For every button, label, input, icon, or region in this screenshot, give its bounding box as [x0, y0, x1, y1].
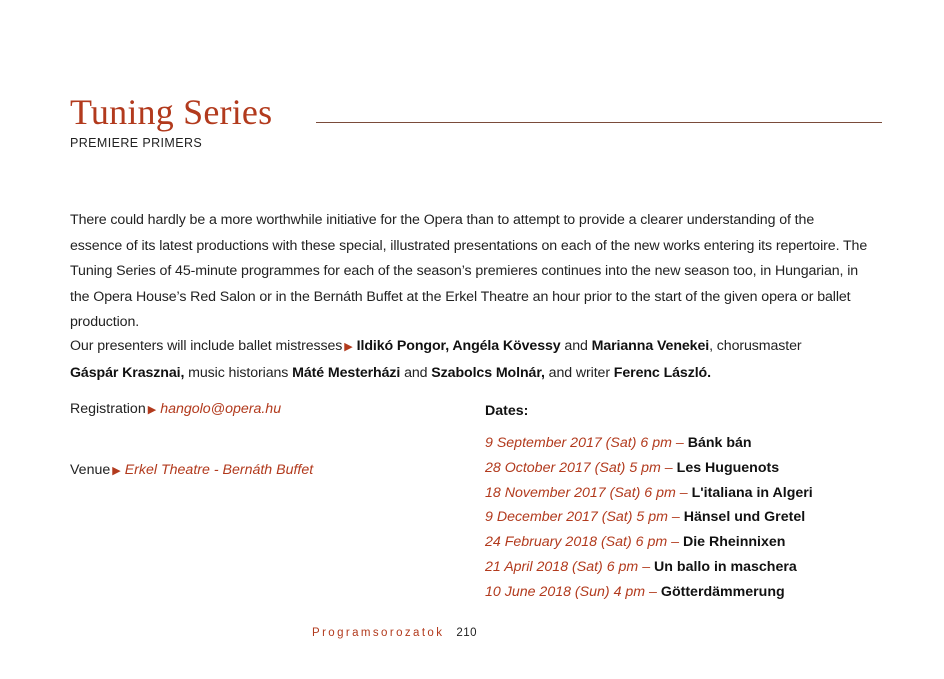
presenter-name: Szabolcs Molnár, — [431, 364, 545, 381]
date-title: Götterdämmerung — [660, 583, 785, 600]
date-item — [485, 555, 905, 580]
registration-line — [70, 401, 281, 417]
venue-line — [70, 462, 313, 478]
presenters-and: and — [564, 338, 588, 354]
date-title: Les Huguenots — [676, 459, 780, 476]
page-footer — [312, 627, 477, 639]
venue-place: Erkel Theatre - Bernáth Buffet — [124, 462, 314, 478]
date-when: 9 September 2017 (Sat) 6 pm – — [485, 435, 684, 451]
date-title: Hänsel und Gretel — [683, 509, 806, 526]
page-title: Tuning Series — [70, 92, 273, 132]
date-title: Bánk bán — [687, 435, 752, 451]
presenters-text: and writer — [548, 364, 610, 381]
date-item — [485, 530, 905, 555]
date-title: Die Rheinnixen — [682, 534, 786, 551]
date-when: 18 November 2017 (Sat) 6 pm – — [485, 484, 688, 501]
triangle-right-icon: ▶ — [147, 404, 157, 416]
triangle-right-icon: ▶ — [344, 341, 353, 353]
presenter-name: Gáspár Krasznai, — [70, 364, 185, 381]
presenters-text: music historians — [188, 364, 289, 381]
dates-label: Dates: — [485, 403, 529, 419]
presenter-name: Máté Mesterházi — [292, 364, 401, 381]
dates-list — [485, 401, 905, 605]
presenters-and: and — [404, 364, 428, 381]
presenters-text: , chorusmaster — [709, 338, 802, 354]
presenter-name: Ferenc László. — [613, 364, 711, 381]
date-item — [485, 481, 905, 506]
date-when: 24 February 2018 (Sat) 6 pm – — [485, 534, 679, 551]
intro-paragraph: There could hardly be a more worthwhile initiative for the Opera than to attempt to provide a clearer understanding of the essence of its latest productions with these special, illustrated presentations on each of the new works entering its repertoire. The Tuning Series of 45-minute programmes for each of the season’s premieres continues into the new season too, in Hungarian, in the Opera House’s Red Salon or in the Bernáth Buffet at the Erkel Theatre an hour prior to the start of the given opera or ballet production. — [70, 212, 868, 330]
presenters-lead: Our presenters will include ballet mistresses — [70, 338, 343, 354]
title-rule — [316, 122, 882, 123]
page-number: 210 — [456, 627, 478, 639]
date-item — [485, 456, 905, 481]
triangle-right-icon: ▶ — [112, 465, 121, 477]
date-when: 9 December 2017 (Sat) 5 pm – — [485, 509, 680, 526]
date-item — [485, 580, 905, 605]
presenters-paragraph — [70, 334, 870, 386]
registration-label: Registration — [70, 401, 146, 417]
date-item — [485, 431, 905, 456]
date-when: 21 April 2018 (Sat) 6 pm – — [485, 558, 651, 575]
registration-email-link[interactable]: hangolo@opera.hu — [160, 401, 282, 417]
presenter-name: Marianna Venekei — [591, 338, 710, 354]
date-when: 10 June 2018 (Sun) 4 pm – — [485, 583, 657, 600]
page-subtitle: PREMIERE PRIMERS — [70, 136, 203, 150]
venue-label: Venue — [70, 462, 111, 478]
footer-section: Programsorozatok — [312, 627, 445, 639]
date-item — [485, 505, 905, 530]
presenter-name: Ildikó Pongor, Angéla Kövessy — [356, 338, 561, 354]
date-title: L'italiana in Algeri — [691, 484, 813, 501]
date-title: Un ballo in maschera — [654, 558, 797, 575]
date-when: 28 October 2017 (Sat) 5 pm – — [485, 459, 673, 476]
title-row — [70, 92, 882, 132]
